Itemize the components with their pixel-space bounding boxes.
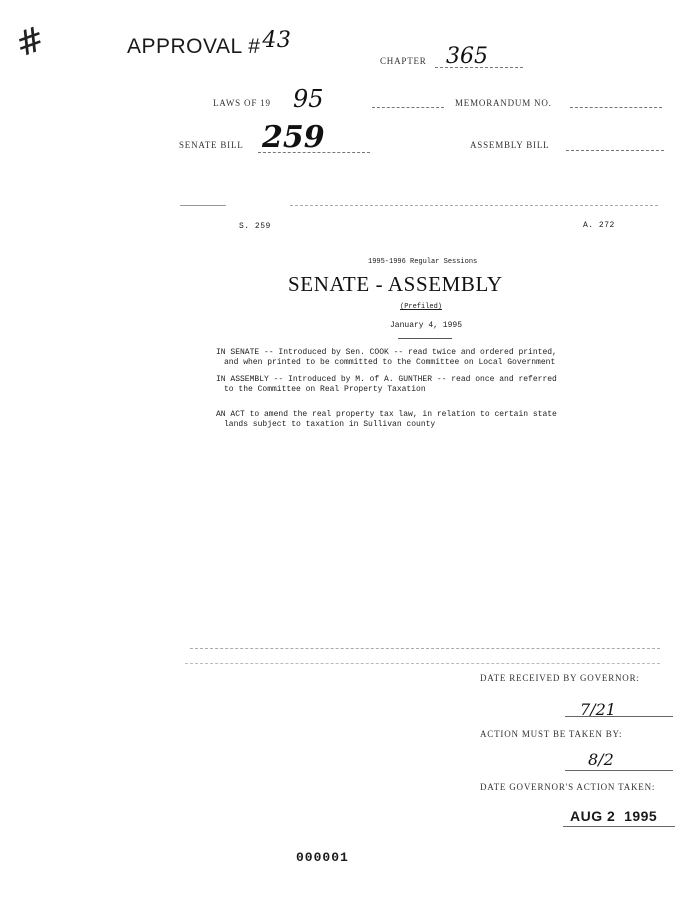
session-line: 1995-1996 Regular Sessions: [368, 258, 478, 266]
laws-label: LAWS OF 19: [213, 98, 271, 108]
senate-introduction: [216, 348, 557, 368]
footer-divider-top: [190, 648, 660, 649]
senate-intro-line-2: and when printed to be committed to the Committee on Local Government: [224, 358, 556, 367]
chapter-label: CHAPTER: [380, 56, 427, 66]
bill-date: January 4, 1995: [390, 321, 463, 330]
assembly-bill-label: ASSEMBLY BILL: [470, 140, 550, 150]
header-divider-right: [290, 205, 658, 206]
date-received-label: DATE RECEIVED BY GOVERNOR:: [480, 673, 640, 683]
action-must-value: 8/2: [588, 750, 614, 769]
action-taken-line: [563, 826, 675, 827]
senate-number: S. 259: [239, 222, 271, 231]
senate-bill-number: 259: [262, 120, 325, 155]
senate-intro-line-1: IN SENATE -- Introduced by Sen. COOK -- read twice and ordered printed,: [216, 348, 557, 357]
chapter-line: [435, 67, 523, 68]
senate-bill-label: SENATE BILL: [179, 140, 244, 150]
side-handwritten-mark: #: [10, 18, 51, 66]
action-must-label: ACTION MUST BE TAKEN BY:: [480, 729, 623, 739]
date-underline: [398, 338, 452, 339]
approval-number: 43: [262, 28, 292, 53]
prefiled-line: (Prefiled): [400, 303, 443, 311]
action-taken-value: AUG 2 1995: [570, 808, 658, 824]
senate-bill-line: [258, 152, 370, 153]
act-line-1: AN ACT to amend the real property tax law, in relation to certain state: [216, 410, 557, 419]
footer-divider-bottom: [185, 663, 660, 664]
date-received-line: [565, 716, 673, 717]
act-description: [216, 410, 557, 430]
laws-line: [372, 107, 444, 108]
approval-heading: [127, 28, 292, 59]
header-divider-left: [180, 205, 226, 206]
memorandum-line: [570, 107, 662, 108]
laws-year: 95: [293, 85, 324, 113]
date-received-value: 7/21: [580, 700, 616, 719]
assembly-intro-line-2: to the Committee on Real Property Taxation: [224, 385, 426, 394]
action-taken-label: DATE GOVERNOR'S ACTION TAKEN:: [480, 782, 656, 792]
assembly-bill-line: [566, 150, 664, 151]
assembly-number: A. 272: [583, 221, 615, 230]
approval-label: APPROVAL #: [127, 35, 261, 58]
assembly-introduction: [216, 375, 557, 395]
act-line-2: lands subject to taxation in Sullivan county: [224, 420, 436, 429]
page-number: 000001: [296, 850, 349, 865]
action-must-line: [565, 770, 673, 771]
chapter-number: 365: [446, 44, 488, 69]
bill-title: SENATE - ASSEMBLY: [288, 272, 503, 296]
assembly-intro-line-1: IN ASSEMBLY -- Introduced by M. of A. GUNTHER -- read once and referred: [216, 375, 557, 384]
memorandum-label: MEMORANDUM NO.: [455, 98, 552, 108]
